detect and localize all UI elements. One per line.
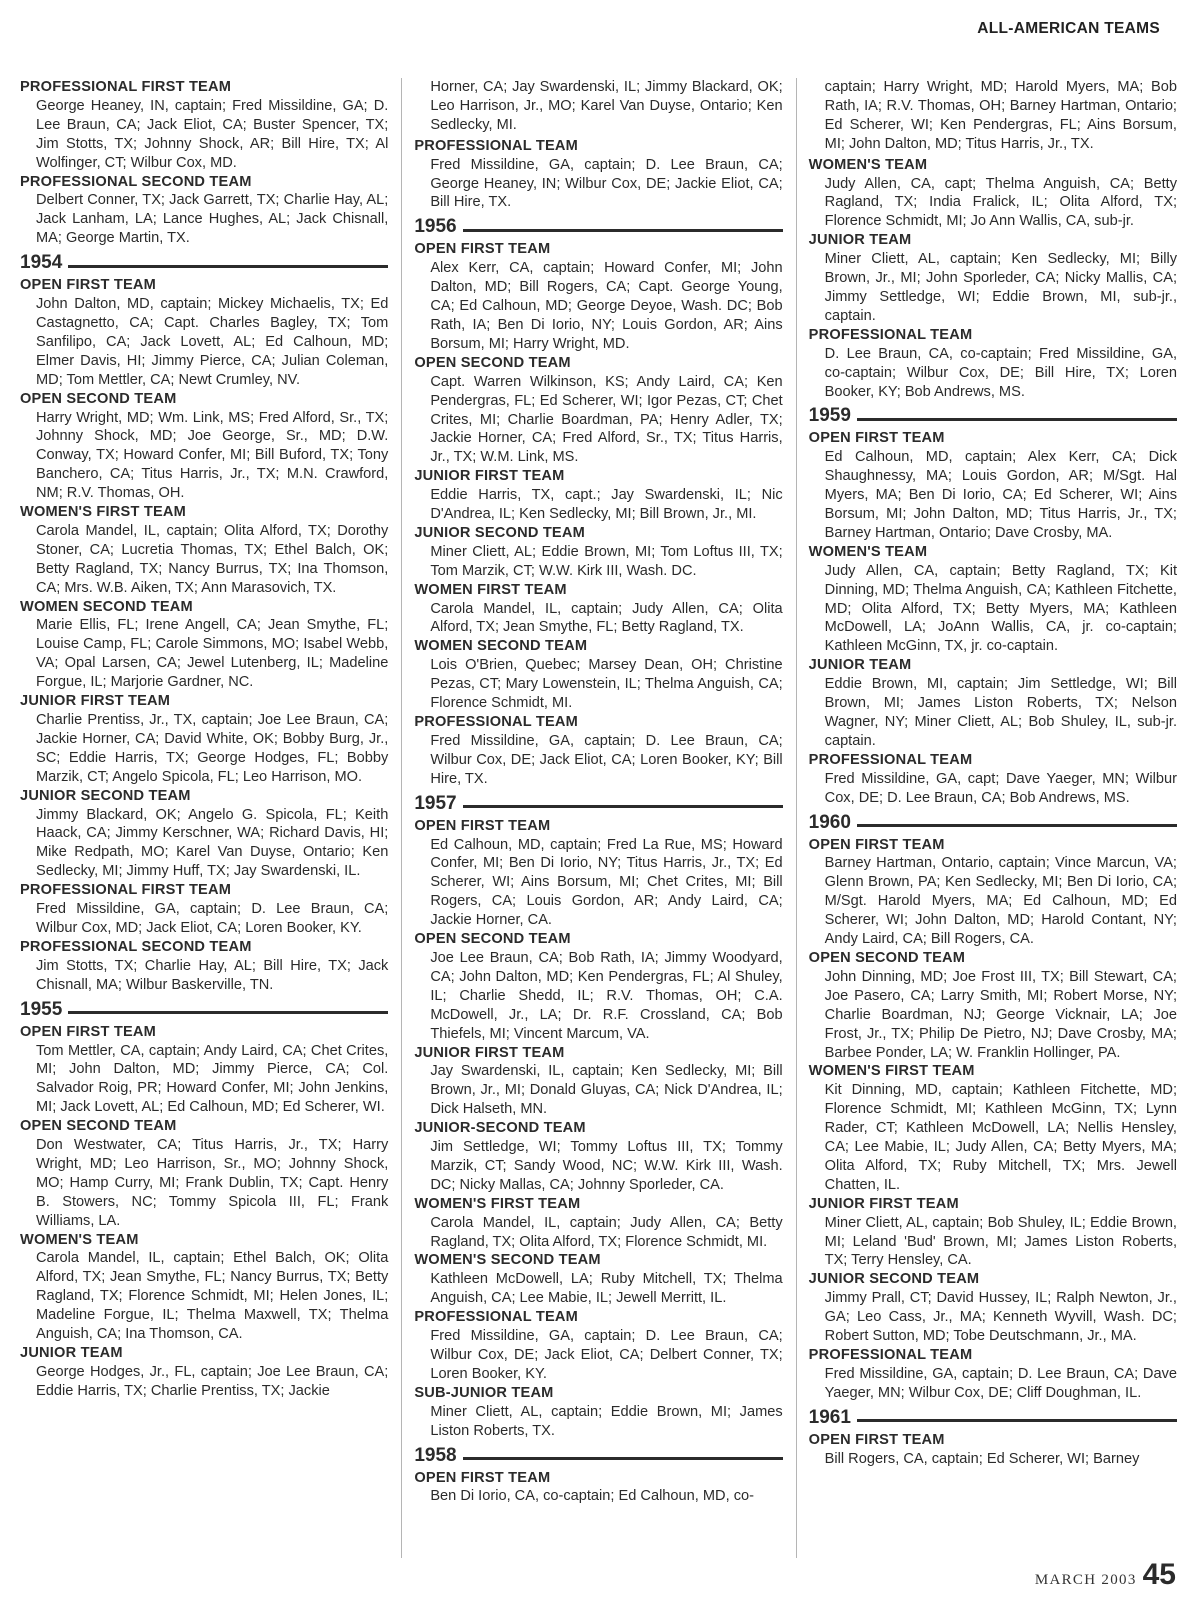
team-heading: PROFESSIONAL SECOND TEAM <box>20 938 252 955</box>
year-label: 1956 <box>414 216 457 238</box>
team-members: Joe Lee Braun, CA; Bob Rath, IA; Jimmy Woodyard, CA; John Dalton, MD; Ken Pendergras, FL; Al Shuley, IL; Charlie Shedd, IL; R.V. Thomas, OH; C.A. McDowell, Jr., LA; Dr. R.F. Crossland, CA; Bob Thiefels, MI; Vincent Marcum, VA. <box>430 949 783 1042</box>
team-heading: JUNIOR TEAM <box>808 657 912 674</box>
team-heading: WOMEN'S FIRST TEAM <box>414 1195 581 1212</box>
team-members: George Hodges, Jr., FL, captain; Joe Lee Braun, CA; Eddie Harris, TX; Charlie Prentiss, TX; Jackie <box>36 1363 389 1399</box>
team-heading: PROFESSIONAL TEAM <box>808 326 973 343</box>
column-1 <box>20 78 388 1506</box>
team-members: Kathleen McDowell, LA; Ruby Mitchell, TX; Thelma Anguish, CA; Lee Mabie, IL; Jewell Merritt, IL. <box>430 1271 783 1307</box>
page-number: 45 <box>1142 1558 1176 1591</box>
team-heading: JUNIOR FIRST TEAM <box>808 1195 959 1212</box>
year-heading <box>809 811 1177 835</box>
team-members: Barney Hartman, Ontario, captain; Vince Marcun, VA; Glenn Brown, PA; Ken Sedlecky, MI; Ben Di Iorio, CA; M/Sgt. Harold Myers, MA; Ed Calhoun, MD; Ed Scherer, WI; John Dalton, MD; Harold Contant, NY; Andy Laird, CA; Bill Rogers, CA. <box>824 855 1177 948</box>
team-heading: WOMEN SECOND TEAM <box>414 638 588 655</box>
year-section <box>414 137 782 213</box>
team-members: Miner Cliett, AL; Eddie Brown, MI; Tom Loftus III, TX; Tom Marzik, CT; W.W. Kirk III, Wash. DC. <box>430 543 783 579</box>
team-members: Ed Calhoun, MD, captain; Fred La Rue, MS; Howard Confer, MI; Ben Di Iorio, NY; Titus Harris, Jr., TX; Ed Scherer, WI; Ains Borsum, MI; Chet Crites, MI; Bill Rogers, CA; Louis Gordon, AR; Andy Laird, CA; Jackie Horner, CA. <box>430 836 783 929</box>
team-members: Bill Rogers, CA, captain; Ed Scherer, WI; Barney <box>824 1450 1140 1467</box>
year-rule <box>68 265 388 268</box>
issue-date: MARCH 2003 <box>1034 1572 1137 1588</box>
team-members: D. Lee Braun, CA, co-captain; Fred Missildine, GA, co-captain; Wilbur Cox, DE; Bill Hire, TX; Loren Booker, KY; Bob Andrews, MS. <box>824 345 1177 400</box>
year-label: 1960 <box>808 811 851 833</box>
year-heading <box>809 1406 1177 1430</box>
team-members: Kit Dinning, MD, captain; Kathleen Fitchette, MD; Florence Schmidt, MI; Kathleen McGinn, TX; Lynn Rader, CT; Kathleen McDowell, LA; Nellis Hensley, CA; Lee Mabie, IL; Judy Allen, CA; Betty Myers, MA; Olita Alford, TX; Ruby Mitchell, TX; Mrs. Jewell Chatten, IL. <box>824 1082 1177 1193</box>
year-heading <box>809 404 1177 428</box>
team-members: Lois O'Brien, Quebec; Marsey Dean, OH; Christine Pezas, CT; Mary Lowenstein, IL; Thelma Anguish, CA; Florence Schmidt, MI. <box>430 657 783 712</box>
team-members: Don Westwater, CA; Titus Harris, Jr., TX; Harry Wright, MD; Leo Harrison, Sr., MO; Johnny Shock, MO; Hamp Curry, MI; Frank Dublin, TX; Capt. Henry B. Stowers, NC; Tommy Spicola III, FL; Frank Williams, LA. <box>36 1137 389 1229</box>
year-rule <box>857 418 1177 421</box>
team-heading: WOMEN'S TEAM <box>20 1231 139 1248</box>
team-heading: SUB-JUNIOR TEAM <box>414 1384 554 1401</box>
year-section <box>809 1406 1177 1469</box>
team-members: Fred Missildine, GA, captain; D. Lee Braun, CA; Dave Yaeger, MN; Wilbur Cox, DE; Cliff Doughman, IL. <box>824 1365 1177 1401</box>
year-label: 1955 <box>20 998 63 1020</box>
team-members: Harry Wright, MD; Wm. Link, MS; Fred Alford, Sr., TX; Johnny Shock, MD; Joe George, Sr., MD; D.W. Conway, TX; Howard Confer, MI; Bill Buford, TX; Tony Banchero, CA; Titus Harris, Jr., TX; M.N. Crawford, NM; R.V. Thomas, OH. <box>36 409 389 502</box>
year-section <box>414 792 782 1441</box>
year-section <box>809 811 1177 1403</box>
team-heading: WOMEN'S TEAM <box>808 156 928 173</box>
team-members: Carola Mandel, IL, captain; Judy Allen, CA; Betty Ragland, TX; Olita Alford, TX; Florence Schmidt, MI. <box>430 1214 783 1250</box>
team-heading: OPEN SECOND TEAM <box>414 931 571 948</box>
year-section <box>809 404 1177 807</box>
team-members: Capt. Warren Wilkinson, KS; Andy Laird, CA; Ken Pendergras, FL; Ed Scherer, WI; Igor Pezas, CT; Chet Crites, MI; Charlie Boardman, PA; Henry Adler, TX; Jackie Horner, CA; Fred Alford, Sr., TX; Titus Harris, Jr., TX; W.M. Link, MS. <box>430 373 783 466</box>
team-members: Charlie Prentiss, Jr., TX, captain; Joe Lee Braun, CA; Jackie Horner, CA; David White, OK; Bobby Burg, Jr., SC; Eddie Harris, TX; George Hodges, FL; Bobby Marzik, CT; Angelo Spicola, FL; Leo Harrison, MO. <box>36 712 389 785</box>
team-heading: WOMEN'S TEAM <box>808 543 928 560</box>
team-members: Fred Missildine, GA, captain; D. Lee Braun, CA; Wilbur Cox, MD; Jack Eliot, CA; Loren Booker, KY. <box>36 901 389 936</box>
team-heading: OPEN FIRST TEAM <box>20 1023 156 1040</box>
team-heading: WOMEN'S FIRST TEAM <box>808 1063 975 1080</box>
team-heading: WOMEN FIRST TEAM <box>414 581 567 598</box>
year-section <box>414 215 782 788</box>
year-section <box>20 998 388 1401</box>
team-members: Alex Kerr, CA, captain; Howard Confer, MI; John Dalton, MD; Bill Rogers, CA; Capt. George Young, CA; Ed Calhoun, MD; George Deyoe, Wash. DC; Bob Rath, IA; Ben Di Iorio, NY; Louis Gordon, AR; Ains Borsum, MI; Harry Wright, MD. <box>430 260 783 352</box>
team-heading: JUNIOR TEAM <box>20 1345 123 1361</box>
team-heading: OPEN FIRST TEAM <box>414 241 551 258</box>
team-members: Judy Allen, CA, captain; Betty Ragland, TX; Kit Dinning, MD; Thelma Anguish, CA; Kathleen Fitchette, MD; Olita Alford, TX; Betty Myers, MA; Kathleen McDowell, LA; JoAnn Wallis, CA, jr. co-captain; Kathleen McGinn, TX, jr. co-captain. <box>824 562 1177 655</box>
team-members: Marie Ellis, FL; Irene Angell, CA; Jean Smythe, FL; Louise Camp, FL; Carole Simmons, MO; Isabel Webb, VA; Opal Larsen, CA; Jewel Lutenberg, IL; Madeline Forgue, IL; Marjorie Gardner, NC. <box>36 617 389 691</box>
team-heading: OPEN FIRST TEAM <box>808 1431 945 1448</box>
team-members: John Dinning, MD; Joe Frost III, TX; Bill Stewart, CA; Joe Pasero, CA; Larry Smith, MI; Robert Morse, NY; Charlie Boardman, NJ; George Vicknair, LA; Joe Frost, Jr., TX; Philip De Pietro, NJ; Dave Crosby, MA; Barbee Ponder, LA; W. Franklin Hollinger, PA. <box>824 968 1177 1061</box>
page-footer <box>1035 1558 1176 1592</box>
year-section <box>20 78 388 248</box>
team-members: Eddie Harris, TX, capt.; Jay Swardenski, IL; Nic D'Andrea, IL; Ken Sedlecky, MI; Bill Brown, Jr., MI. <box>430 487 783 523</box>
team-members: Jimmy Blackard, OK; Angelo G. Spicola, FL; Keith Haack, CA; Jimmy Kerschner, WA; Richard Davis, HI; Mike Redpath, MO; Karel Van Duyse, Ontario; Ken Sedlecky, MI; Jimmy Huff, TX; Jay Swardenski, IL. <box>36 806 389 880</box>
team-heading: JUNIOR FIRST TEAM <box>20 693 171 710</box>
article-columns <box>20 78 1177 1506</box>
team-heading: PROFESSIONAL TEAM <box>808 751 973 768</box>
continued-text: Horner, CA; Jay Swardenski, IL; Jimmy Blackard, OK; Leo Harrison, Jr., MO; Karel Van Duyse, Ontario; Ken Sedlecky, MI. <box>430 79 783 133</box>
team-members: Fred Missildine, GA, captain; D. Lee Braun, CA; George Heaney, IN; Wilbur Cox, DE; Jackie Eliot, CA; Bill Hire, TX. <box>430 156 783 211</box>
team-heading: PROFESSIONAL FIRST TEAM <box>20 882 232 899</box>
section-header: ALL-AMERICAN TEAMS <box>977 20 1160 37</box>
team-members: Carola Mandel, IL, captain; Ethel Balch, OK; Olita Alford, TX; Jean Smythe, FL; Nancy Burrus, TX; Betty Ragland, TX; Florence Schmidt, MI; Helen Jones, IL; Madeline Forgue, IL; Thelma Maxwell, TX; Thelma Anguish, CA; Ina Thomson, CA. <box>36 1250 389 1343</box>
team-members: Judy Allen, CA, capt; Thelma Anguish, CA; Betty Ragland, TX; India Fralick, IL; Olita Alford, TX; Florence Schmidt, MI; Jo Ann Wallis, CA, sub-jr. <box>824 175 1177 230</box>
year-label: 1958 <box>414 1444 457 1466</box>
team-heading: OPEN FIRST TEAM <box>414 1469 551 1486</box>
team-heading: PROFESSIONAL TEAM <box>414 1309 579 1326</box>
team-members: Miner Cliett, AL, captain; Eddie Brown, MI; James Liston Roberts, TX. <box>430 1403 783 1439</box>
column-2 <box>414 78 782 1506</box>
team-members: Jim Settledge, WI; Tommy Loftus III, TX; Tommy Marzik, CT; Sandy Wood, NC; W.W. Kirk III, Wash. DC; Nicky Mallas, CA; Johnny Sporleder, CA. <box>430 1139 783 1193</box>
team-heading: PROFESSIONAL TEAM <box>414 137 579 154</box>
team-heading: WOMEN'S SECOND TEAM <box>414 1252 601 1269</box>
team-heading: OPEN FIRST TEAM <box>808 836 945 853</box>
team-heading: JUNIOR SECOND TEAM <box>414 524 585 541</box>
team-members: Jay Swardenski, IL, captain; Ken Sedlecky, MI; Bill Brown, Jr., MI; Donald Gluyas, CA; Nick D'Andrea, IL; Dick Halseth, MN. <box>430 1063 783 1118</box>
team-heading: OPEN SECOND TEAM <box>20 390 177 407</box>
team-members: Miner Cliett, AL, captain; Bob Shuley, IL; Eddie Brown, MI; Leland 'Bud' Brown, MI; James Liston Roberts, TX; Terry Hensley, CA. <box>824 1214 1177 1269</box>
team-heading: WOMEN SECOND TEAM <box>20 598 193 615</box>
team-heading: OPEN FIRST TEAM <box>20 277 156 294</box>
team-heading: OPEN FIRST TEAM <box>808 430 945 447</box>
team-heading: JUNIOR FIRST TEAM <box>414 468 565 485</box>
team-heading: PROFESSIONAL TEAM <box>414 714 579 730</box>
year-rule <box>463 805 783 808</box>
column-3 <box>809 78 1177 1506</box>
team-members: Tom Mettler, CA, captain; Andy Laird, CA; Chet Crites, MI; John Dalton, MD; Jimmy Pierce, CA; Col. Salvador Roig, PR; Howard Confer, MI; John Jenkins, MI; Jack Lovett, AL; Ed Calhoun, MD; Ed Scherer, WI. <box>36 1042 389 1116</box>
team-heading: PROFESSIONAL SECOND TEAM <box>20 173 252 190</box>
year-section <box>809 156 1177 402</box>
year-rule <box>463 1457 783 1460</box>
year-label: 1954 <box>20 252 63 274</box>
team-members: Carola Mandel, IL, captain; Judy Allen, CA; Olita Alford, TX; Jean Smythe, FL; Betty Ragland, TX. <box>430 600 783 636</box>
team-members: Jim Stotts, TX; Charlie Hay, AL; Bill Hire, TX; Jack Chisnall, MA; Wilbur Baskerville, TN. <box>36 957 389 993</box>
continued-text: captain; Harry Wright, MD; Harold Myers, MA; Bob Rath, IA; R.V. Thomas, OH; Barney Hartman, Ontario; Ed Scherer, WI; Ken Pendergras, FL; Ains Borsum, MI; John Dalton, MD; Titus Harris, Jr., TX. <box>824 79 1177 152</box>
team-heading: OPEN SECOND TEAM <box>20 1118 177 1135</box>
team-members: Jimmy Prall, CT; David Hussey, IL; Ralph Newton, Jr., GA; Leo Cass, Jr., MA; Kenneth Wyvill, Wash. DC; Robert Sutton, MD; Tobe Deutschmann, Jr., MA. <box>824 1290 1177 1345</box>
year-rule <box>857 1419 1177 1422</box>
team-members: George Heaney, IN, captain; Fred Missildine, GA; D. Lee Braun, CA; Jack Eliot, CA; Buster Spencer, TX; Jim Stotts, TX; Johnny Shock, AR; Bill Hire, TX; Al Wolfinger, CT; Wilbur Cox, MD. <box>36 97 389 171</box>
team-members: Delbert Conner, TX; Jack Garrett, TX; Charlie Hay, AL; Jack Lanham, LA; Lance Hughes, AL; Jack Chisnall, MA; George Martin, TX. <box>36 192 389 247</box>
team-heading: JUNIOR FIRST TEAM <box>414 1044 565 1061</box>
team-members: Miner Cliett, AL, captain; Ken Sedlecky, MI; Billy Brown, Jr., MI; John Sporleder, CA; Nicky Mallis, CA; Jimmy Settledge, WI; Eddie Brown, MI, sub-jr., captain. <box>824 251 1177 324</box>
year-heading <box>414 215 782 239</box>
team-members: Fred Missildine, GA, captain; D. Lee Braun, CA; Wilbur Cox, DE; Jack Eliot, CA; Loren Booker, KY; Bill Hire, TX. <box>430 732 783 787</box>
year-section <box>414 1444 782 1507</box>
team-heading: OPEN SECOND TEAM <box>808 949 966 966</box>
team-members: Ben Di Iorio, CA, co-captain; Ed Calhoun, MD, co- <box>430 1488 754 1505</box>
team-heading: JUNIOR SECOND TEAM <box>808 1271 980 1288</box>
team-members: Carola Mandel, IL, captain; Olita Alford, TX; Dorothy Stoner, CA; Lucretia Thomas, TX; Ethel Balch, OK; Betty Ragland, TX; Nancy Burrus, TX; Ina Thomson, CA; Mrs. W.B. Aiken, TX; Ann Marasovich, TX. <box>36 522 389 596</box>
year-heading <box>20 998 388 1022</box>
team-members: Fred Missildine, GA, capt; Dave Yaeger, MN; Wilbur Cox, DE; D. Lee Braun, CA; Bob Andrews, MS. <box>824 770 1177 806</box>
team-members: Eddie Brown, MI, captain; Jim Settledge, WI; Bill Brown, MI; James Liston Roberts, TX; Nelson Wagner, NY; Miner Cliett, AL; Bob Shuley, IL, sub-jr. captain. <box>824 676 1177 749</box>
team-heading: PROFESSIONAL FIRST TEAM <box>20 79 232 95</box>
team-members: Fred Missildine, GA, captain; D. Lee Braun, CA; Wilbur Cox, DE; Jack Eliot, CA; Delbert Conner, TX; Loren Booker, KY. <box>430 1328 783 1382</box>
team-heading: OPEN FIRST TEAM <box>414 817 551 834</box>
year-heading <box>20 251 388 275</box>
year-label: 1959 <box>808 405 851 427</box>
year-heading <box>414 792 782 816</box>
team-members: Ed Calhoun, MD, captain; Alex Kerr, CA; Dick Shaughnessy, MA; Louis Gordon, AR; M/Sgt. Hal Myers, MA; Ben Di Iorio, CA; Ed Scherer, WI; Ains Borsum, MI; John Dalton, MD; Titus Harris, Jr., TX; Barney Hartman, Ontario; Dave Crosby, MA. <box>824 449 1177 541</box>
year-section <box>20 251 388 994</box>
team-heading: JUNIOR-SECOND TEAM <box>414 1120 586 1137</box>
team-heading: OPEN SECOND TEAM <box>414 354 571 371</box>
team-heading: WOMEN'S FIRST TEAM <box>20 504 186 521</box>
year-label: 1961 <box>808 1406 851 1428</box>
year-rule <box>463 229 783 232</box>
year-rule <box>68 1011 388 1014</box>
team-heading: JUNIOR TEAM <box>808 232 912 249</box>
team-members: John Dalton, MD, captain; Mickey Michaelis, TX; Ed Castagnetto, CA; Capt. Charles Bagley, TX; Tom Sanfilipo, CA; Jack Lovett, AL; Ed Calhoun, MD; Elmer Davis, HI; Jimmy Pierce, CA; Julian Coleman, MD; Tom Mettler, CA; Newt Crumley, NV. <box>36 296 389 388</box>
team-heading: JUNIOR SECOND TEAM <box>20 787 191 804</box>
year-rule <box>857 824 1177 827</box>
year-heading <box>414 1444 782 1468</box>
year-label: 1957 <box>414 792 457 814</box>
team-heading: PROFESSIONAL TEAM <box>808 1347 973 1363</box>
